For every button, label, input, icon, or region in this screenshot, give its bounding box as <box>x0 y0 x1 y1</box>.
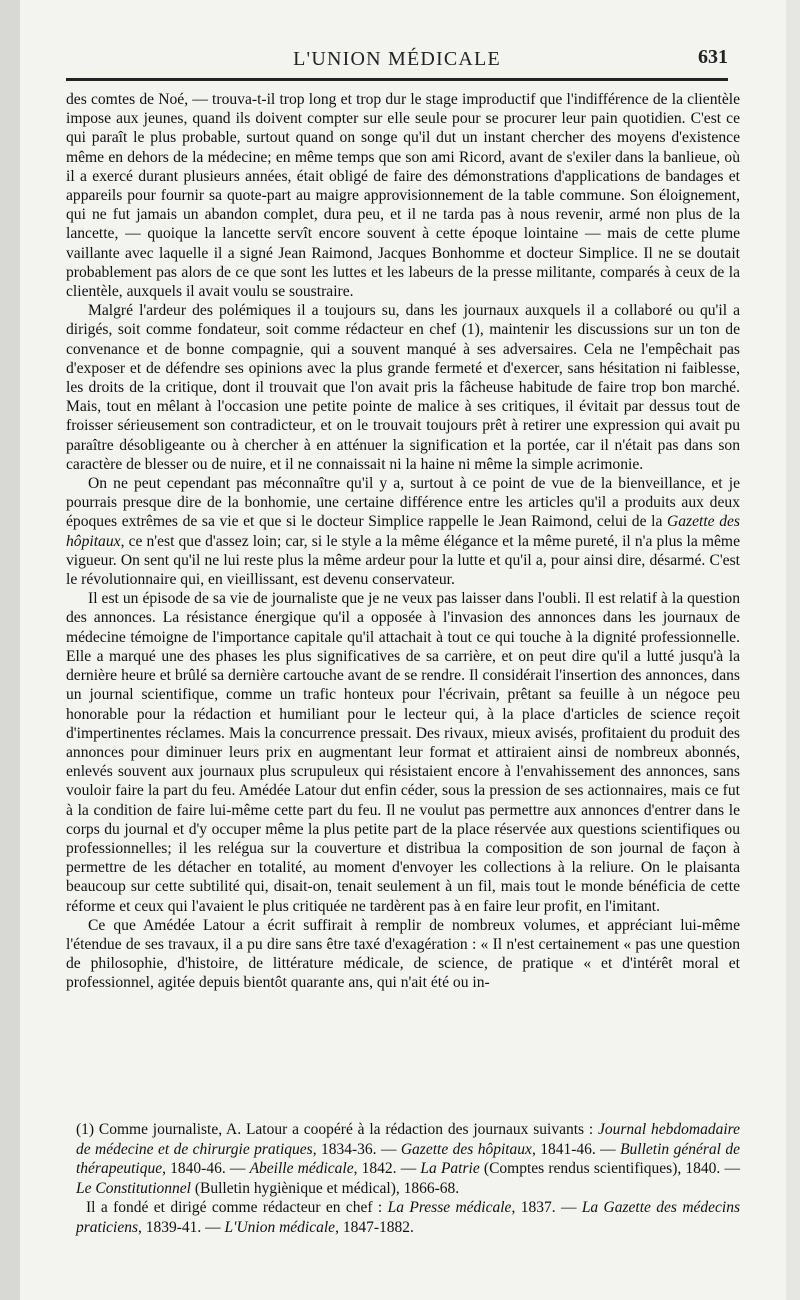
footnote-1-title: Bulletin général de thérapeutique <box>76 1140 740 1177</box>
footnote-2-text: Il a fondé et dirigé comme rédacteur en chef : <box>86 1199 388 1216</box>
footnote-2-title: L'Union médicale <box>224 1218 336 1236</box>
footnotes <box>76 1120 740 1237</box>
footnote-1-text: , 1841-46. — <box>531 1140 621 1158</box>
footnote-1-text: (Bulletin hygiènique et médical), 1866-68. <box>190 1179 460 1197</box>
footnote-1-title: Gazette des hôpitaux <box>400 1140 532 1158</box>
footnote-1-text: (Comptes rendus scientifiques), 1840. — <box>479 1160 740 1177</box>
header-rule <box>66 78 728 81</box>
footnote-2-title: La Presse médicale <box>387 1199 512 1216</box>
main-text <box>66 90 740 993</box>
footnote-2-text: , 1837. — <box>511 1199 582 1216</box>
paragraph-2: Malgré l'ardeur des polémiques il a toujours su, dans les journaux auxquels il a collaboré ou qu'il a dirigés, soit comme fondateur, soit comme rédacteur en chef (1), maintenir les discussions sur un ton de convenance et de bonne compagnie, qui a souvent manqué à ses adversaires. Cela ne l'empêchait pas d'exposer et de défendre ses opinions avec la plus grande fermeté et d'exercer, sans hésitation ni faiblesse, les droits de la critique, dont il trouvait que l'on avait pris la fâcheuse habitude de faire trop bon marché. Mais, tout en mêlant à l'occasion une petite pointe de malice à ses critiques, il évitait par dessus tout de froisser sérieusement son contradicteur, et on le trouvait toujours prêt à retirer une expression qui avait pu paraître désobligeante ou à chercher à en atténuer la signification et la portée, car il n'était pas dans son caractère de blesser ou de nuire, et il ne connaissait ni la haine ni même la simple acrimonie. <box>66 302 740 473</box>
paragraph-3-text-a: On ne peut cependant pas méconnaître qu'il y a, surtout à ce point de vue de la bienveillance, et je pourrais presque dire de la bonhomie, une certaine différence entre les articles qu'il a produits aux deux époques extrêmes de sa vie et que si le docteur Simplice rappelle le Jean Raimond, celui de la <box>66 475 740 531</box>
footnote-2-title: La Gazette des médecins praticiens <box>76 1199 740 1236</box>
paragraph-3-text-b: , ce n'est que d'assez loin; car, si le style a la même élégance et la même pureté, il n'a plus la même vigueur. On sent qu'il ne lui reste plus la même ardeur pour la lutte et qu'il a, pour ainsi dire, désarmé. C'est le révolutionnaire qui, en vieillissant, est devenu conservateur. <box>66 532 740 589</box>
footnote-1-text: , 1840-46. — <box>162 1160 250 1177</box>
page-number: 631 <box>698 46 728 68</box>
page-header <box>66 46 728 76</box>
footnote-1-title: Journal hebdomadaire de médecine et de chirurgie pratiques <box>76 1121 740 1158</box>
footnote-1-title: La Patrie <box>420 1160 480 1177</box>
footnote-2-text: , 1839-41. — <box>138 1218 225 1236</box>
footnote-1-title: Abeille médicale <box>249 1160 354 1177</box>
footnote-1 <box>76 1120 740 1198</box>
paragraph-5: Ce que Amédée Latour a écrit suffirait à remplir de nombreux volumes, et appréciant lui-même l'étendue de ses travaux, il a pu dire sans être taxé d'exagération : « Il n'est certainement « pas une question de philosophie, d'histoire, de littérature médicale, de science, de pratique « et d'intérêt moral et professionnel, agitée depuis bientôt quarante ans, qui n'ait été ou in- <box>66 916 740 992</box>
paragraph-4: Il est un épisode de sa vie de journaliste que je ne veux pas laisser dans l'oubli. Il est relatif à la question des annonces. La résistance énergique qu'il a opposée à l'invasion des annonces dans les journaux de médecine témoigne de l'importance capitale qu'il attachait à tout ce qui touche à la dignité professionnelle. Elle a marqué une des phases les plus significatives de sa carrière, et on peut dire qu'il a lutté jusqu'à la dernière heure et brûlé sa dernière cartouche avant de se rendre. Il considérait l'insertion des annonces, dans un journal scientifique, comme un trafic honteux pour l'écrivain, prêtant sa feuille à un négoce peu honorable pour la rédaction et humiliant pour le lecteur qui, à la place d'articles de science reçoit d'impertinentes réclames. Mais la concurrence pressait. Des rivaux, mieux avisés, profitaient du produit des annonces pour diminuer leurs prix en augmentant leur format et attiraient ainsi de nombreux abonnés, enlevés souvent aux journaux plus scrupuleux qui résistaient encore à l'envahissement des annonces, sans vouloir faire la part du feu. Amédée Latour dut enfin céder, sous la pression de ses actionnaires, mais ce fut à la condition de faire lui-même cette part du feu. Il ne voulut pas permettre aux annonces d'entrer dans le corps du journal et d'y occuper même la plus petite part de la place réservée aux questions scientifiques ou professionnelles; il les relégua sur la couverture et distribua la composition de son journal de façon à permettre de les détacher en totalité, au moment d'envoyer les collections à la reliure. On le plaisanta beaucoup sur cette subtilité qui, disait-on, tenait seulement à un fil, mais tout le monde bénéficia de cette réforme et ceux qui l'avaient le plus critiquée ne tardèrent pas à en faire leur profit, en l'imitant. <box>66 590 740 915</box>
paragraph-3 <box>66 474 740 589</box>
footnote-2-text: , 1847-1882. <box>335 1218 414 1236</box>
paragraph-1: des comtes de Noé, — trouva-t-il trop long et trop dur le stage improductif que l'indifférence de la clientèle impose aux jeunes, quand ils doivent compter sur elle seule pour se procurer leur pain quotidien. C'est ce qui paraît le plus probable, surtout quand on songe qu'il dut un instant chercher des moyens d'existence même en dehors de la médecine; en même temps que son ami Ricord, avant de s'exiler dans la banlieue, où il a exercé durant plusieurs années, était obligé de faire des démonstrations d'applications de bandages et appareils pour fournir sa quote-part au maigre approvisionnement de la table commune. Son éloignement, qui ne fut jamais un abandon complet, dura peu, et il ne tarda pas à nous revenir, armé non plus de la lancette, — quoique la lancette servît encore souvent à cette époque lointaine — mais de cette plume vaillante avec laquelle il a signé Jean Raimond, Jacques Bonhomme et docteur Simplice. Il ne se doutait probablement pas alors de ce que sont les luttes et les labeurs de la presse militante, comparés à ceux de la clientèle, auxquels il avait voulu se soustraire. <box>66 91 740 301</box>
running-title: L'UNION MÉDICALE <box>293 48 501 70</box>
footnote-1-title: Le Constitutionnel <box>76 1179 191 1197</box>
paragraph-3-italic: Gazette des hôpitaux <box>66 513 740 550</box>
footnote-1-text: , 1842. — <box>353 1160 421 1177</box>
footnote-1-text: , 1834-36. — <box>312 1140 401 1158</box>
footnote-2 <box>76 1198 740 1237</box>
footnote-1-text: (1) Comme journaliste, A. Latour a coopéré à la rédaction des journaux suivants : <box>76 1121 598 1138</box>
